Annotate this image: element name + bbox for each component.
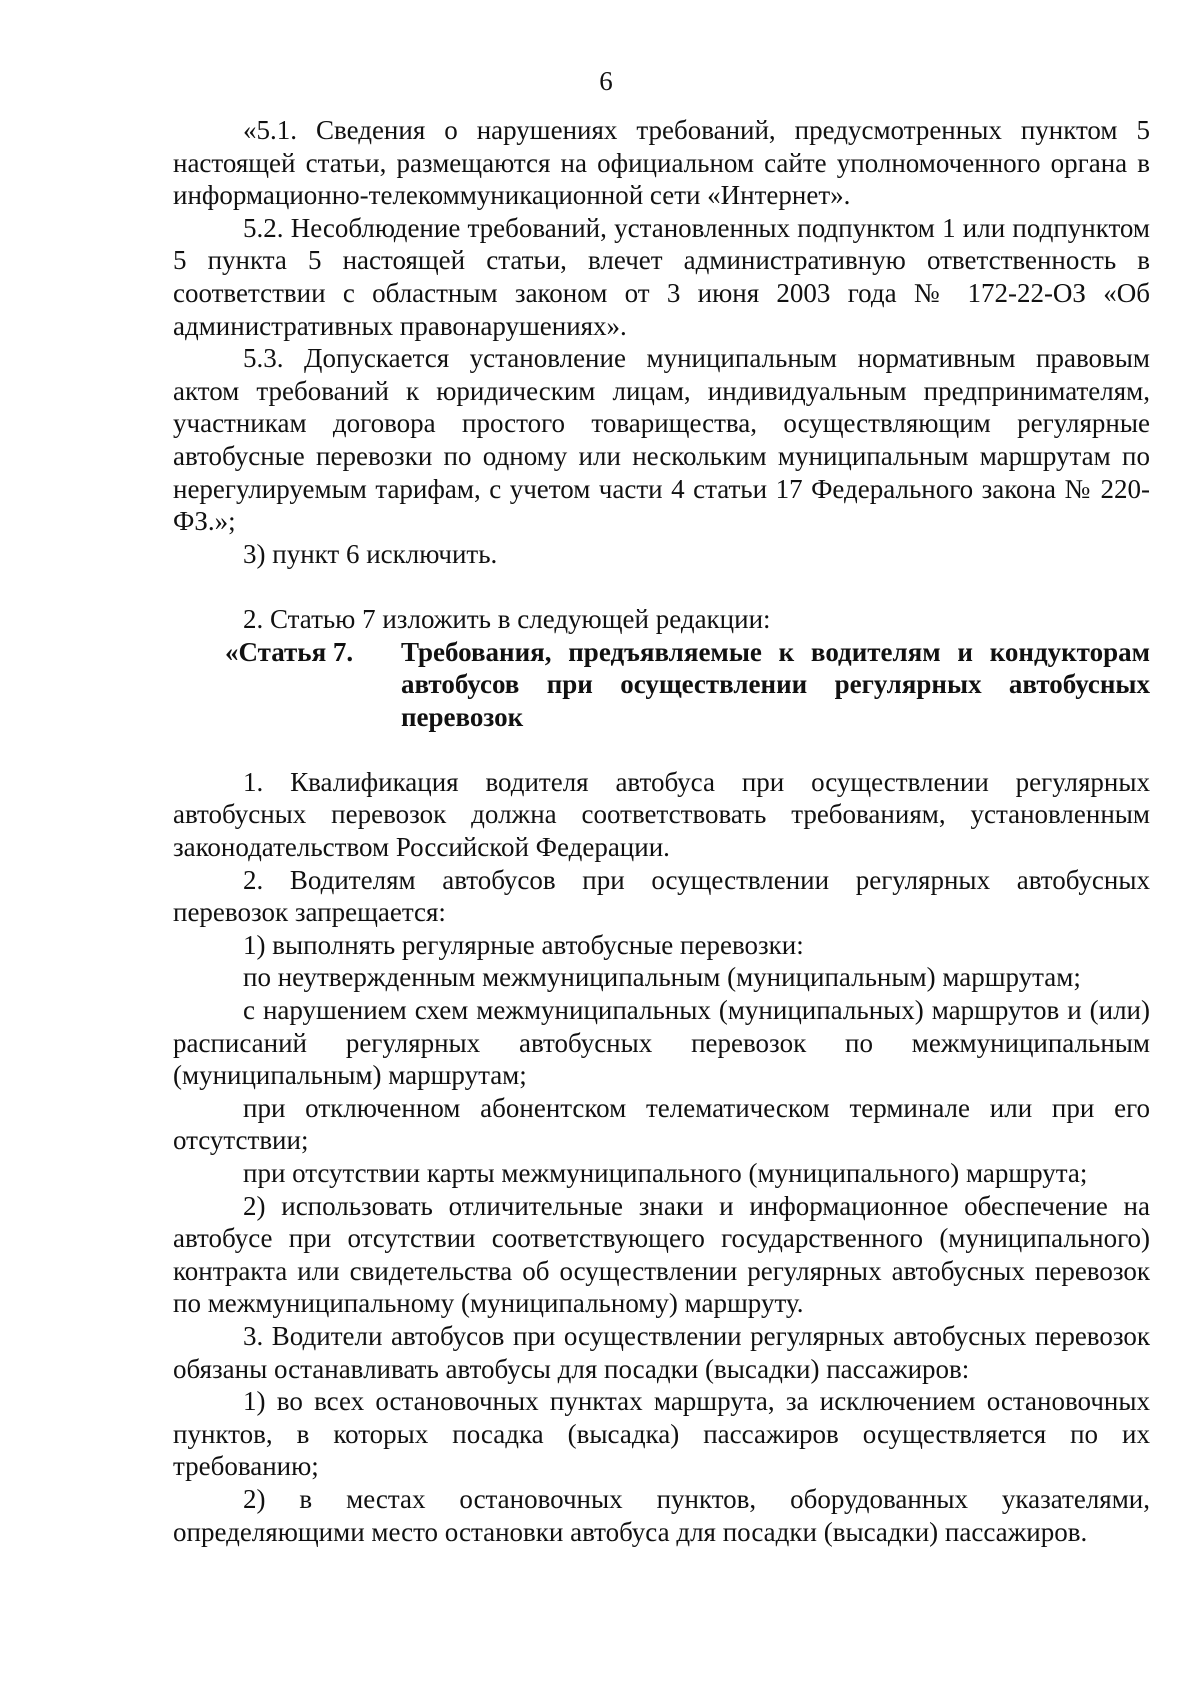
paragraph-5-1: «5.1. Сведения о нарушениях требований, предусмотренных пунктом 5 настоящей статьи, размещаются на официальном сайте уполномоченного органа в информационно-телекоммуникационной сети «Интернет». [173, 115, 1150, 211]
spacer [173, 733, 1150, 766]
paragraph-item-3: 3) пункт 6 исключить. [243, 538, 498, 569]
paragraph-qualification: 1. Квалификация водителя автобуса при осуществлении регулярных автобусных перевозок должна соответствовать требованиям, установленным законодательством Российской Федерации. [173, 766, 1150, 863]
paragraph-terminal-off: при отключенном абонентском телематическом терминале или при его отсутствии; [173, 1092, 1150, 1156]
paragraph-prohibitions: 2. Водителям автобусов при осуществлении регулярных автобусных перевозок запрещается: [173, 864, 1150, 928]
paragraph-article-7-intro: 2. Статью 7 изложить в следующей редакции: [243, 603, 771, 634]
article-title: Требования, предъявляемые к водителям и кондукторам автобусов при осуществлении регулярных автобусных перевозок [401, 636, 1150, 732]
paragraph-stop-marked-places: 2) в местах остановочных пунктов, оборудованных указателями, определяющими место остановки автобуса для посадки (высадки) пассажиров. [173, 1483, 1150, 1547]
spacer [173, 570, 1150, 603]
article-heading [173, 636, 1150, 734]
paragraph-prohibition-1: 1) выполнять регулярные автобусные перевозки: [243, 929, 804, 960]
paragraph-5-3: 5.3. Допускается установление муниципальным нормативным правовым актом требований к юридическим лицам, индивидуальным предпринимателям, участникам договора простого товарищества, осуществляющим регулярные автобусные перевозки по одному или нескольким муниципальным маршрутам по нерегулируемым тарифам, с учетом части 4 статьи 17 Федерального закона № 220-ФЗ.»; [173, 343, 1150, 537]
page-number: 6 [599, 66, 613, 96]
paragraph-unapproved-routes: по неутвержденным межмуниципальным (муниципальным) маршрутам; [243, 962, 1081, 993]
article-number: «Статья 7. [225, 636, 354, 667]
paragraph-prohibition-2: 2) использовать отличительные знаки и информационное обеспечение на автобусе при отсутствии соответствующего государственного (муниципального) контракта или свидетельства об осуществлении регулярных автобусных перевозок по межмуниципальному (муниципальному) маршруту. [173, 1190, 1150, 1319]
paragraph-no-route-card: при отсутствии карты межмуниципального (муниципального) маршрута; [243, 1158, 1088, 1188]
document-body [173, 114, 1150, 1548]
paragraph-stop-duty: 3. Водители автобусов при осуществлении регулярных автобусных перевозок обязаны останавливать автобусы для посадки (высадки) пассажиров: [173, 1320, 1150, 1384]
paragraph-route-violation: с нарушением схем межмуниципальных (муниципальных) маршрутов и (или) расписаний регулярных автобусных перевозок по межмуниципальным (муниципальным) маршрутам; [173, 995, 1150, 1091]
paragraph-5-2: 5.2. Несоблюдение требований, установленных подпунктом 1 или подпунктом 5 пункта 5 настоящей статьи, влечет административную ответственность в соответствии с областным законом от 3 июня 2003 года № 172-22-ОЗ «Об административных правонарушениях». [173, 212, 1150, 341]
paragraph-stop-all-points: 1) во всех остановочных пунктах маршрута, за исключением остановочных пунктов, в которых посадка (высадка) пассажиров осуществляется по их требованию; [173, 1386, 1150, 1482]
